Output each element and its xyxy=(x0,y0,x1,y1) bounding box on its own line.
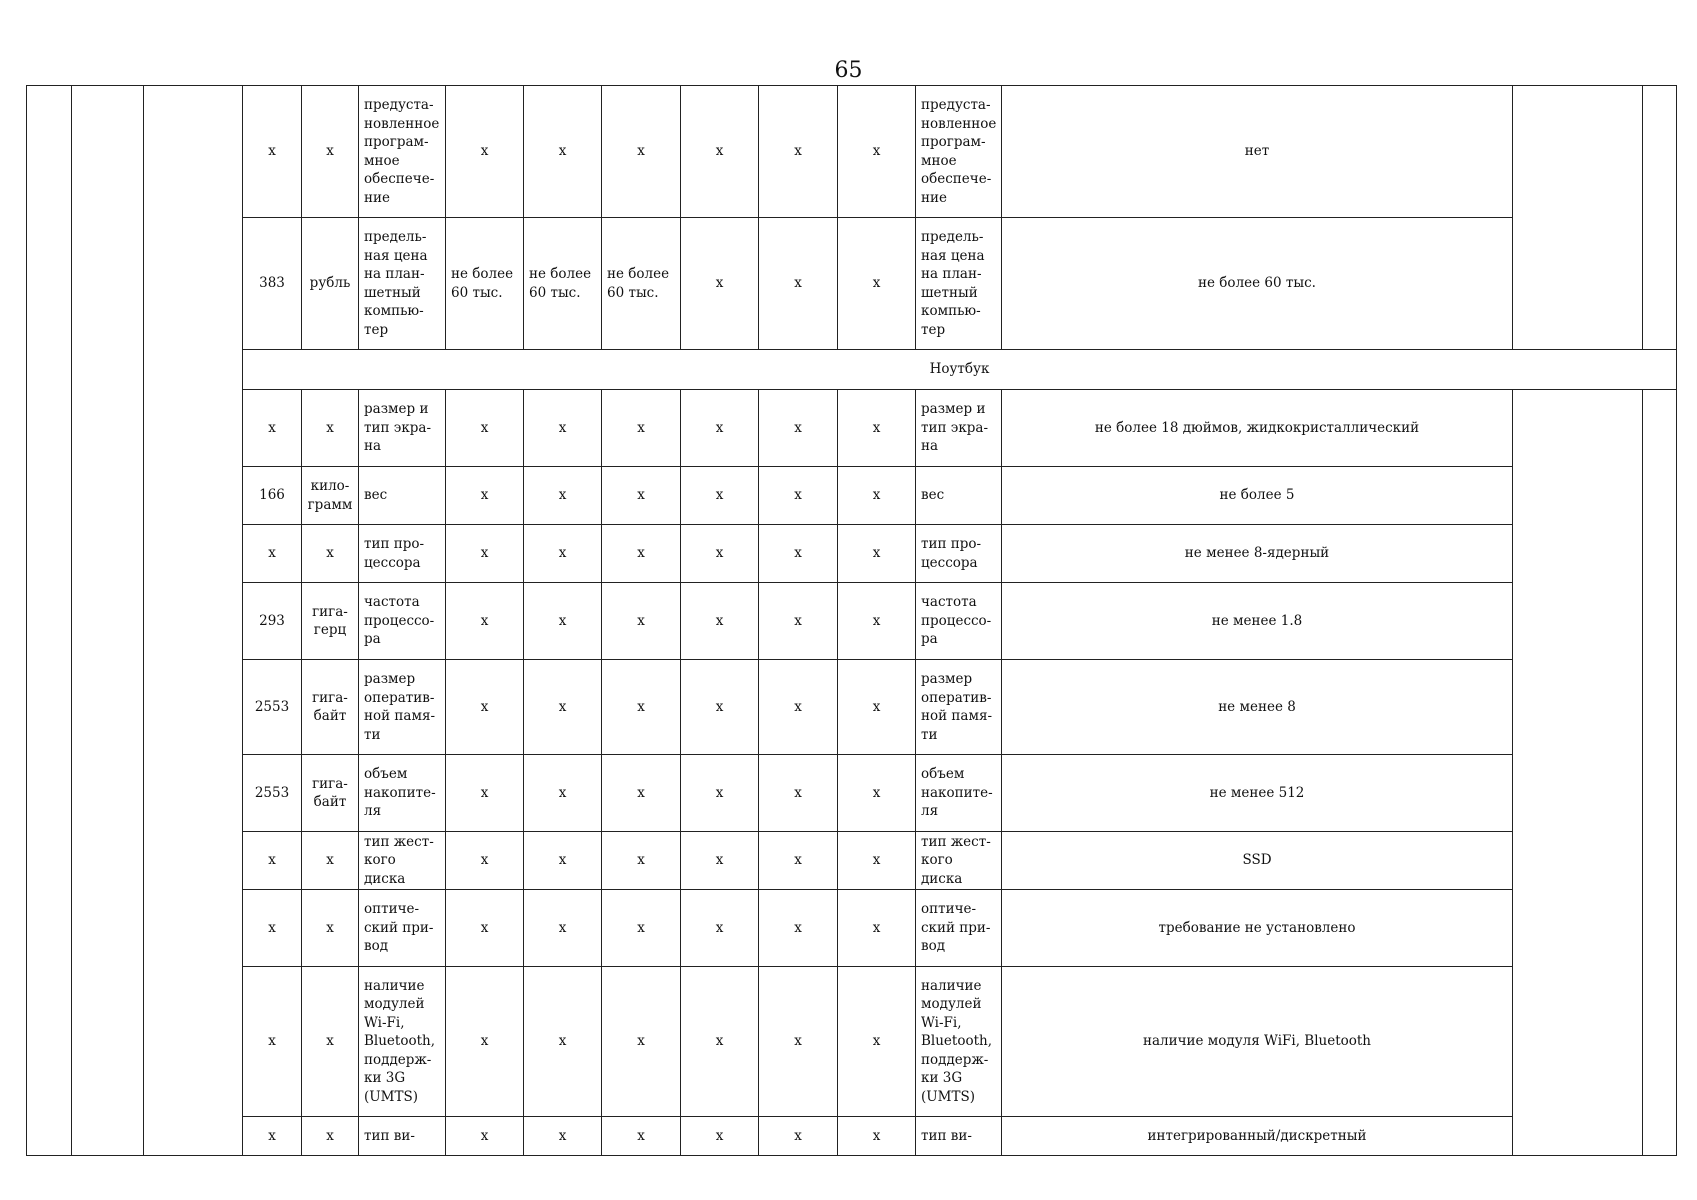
characteristic-cell: тип жест- кого диска xyxy=(916,832,1002,890)
requirement-cell: не более 5 xyxy=(1002,467,1513,525)
table-row xyxy=(27,660,1677,755)
value-cell: x xyxy=(759,525,838,583)
value-cell: x xyxy=(446,660,524,755)
table-row xyxy=(27,583,1677,660)
value-cell: x xyxy=(838,967,916,1117)
value-cell: x xyxy=(524,660,602,755)
value-cell: x xyxy=(524,832,602,890)
value-cell: x xyxy=(602,1117,681,1156)
table-row xyxy=(27,218,1677,350)
requirement-cell: интегрированный/дискретный xyxy=(1002,1117,1513,1156)
value-cell: x xyxy=(681,390,759,467)
empty-cell xyxy=(1513,390,1643,1156)
value-cell: x xyxy=(446,967,524,1117)
characteristic-cell: тип ви- xyxy=(916,1117,1002,1156)
value-cell: x xyxy=(446,86,524,218)
value-cell: x xyxy=(602,890,681,967)
code-cell: 2553 xyxy=(243,660,302,755)
requirement-cell: не более 18 дюймов, жидкокристаллический xyxy=(1002,390,1513,467)
value-cell: x xyxy=(838,525,916,583)
requirement-cell: не менее 512 xyxy=(1002,755,1513,832)
characteristic-cell: объем накопите- ля xyxy=(359,755,446,832)
value-cell: x xyxy=(524,525,602,583)
unit-cell: кило- грамм xyxy=(302,467,359,525)
code-cell: x xyxy=(243,890,302,967)
value-cell: x xyxy=(446,467,524,525)
value-cell: x xyxy=(681,583,759,660)
value-cell: x xyxy=(602,967,681,1117)
table-row xyxy=(27,832,1677,890)
characteristic-cell: предуста- новленное програм- мное обеспече- ние xyxy=(359,86,446,218)
characteristic-cell: частота процессо- ра xyxy=(359,583,446,660)
value-cell: x xyxy=(759,390,838,467)
value-cell: x xyxy=(759,218,838,350)
code-cell: x xyxy=(243,86,302,218)
unit-cell: гига- байт xyxy=(302,660,359,755)
value-cell: x xyxy=(838,583,916,660)
section-title: Ноутбук xyxy=(243,350,1677,390)
value-cell: x xyxy=(524,755,602,832)
characteristic-cell: оптиче- ский при- вод xyxy=(916,890,1002,967)
value-cell: x xyxy=(681,1117,759,1156)
value-cell: x xyxy=(602,467,681,525)
value-cell: x xyxy=(602,832,681,890)
value-cell: не более 60 тыс. xyxy=(602,218,681,350)
value-cell: x xyxy=(838,218,916,350)
value-cell: x xyxy=(446,755,524,832)
characteristic-cell: размер оператив- ной памя- ти xyxy=(359,660,446,755)
value-cell: x xyxy=(838,390,916,467)
value-cell: x xyxy=(759,660,838,755)
code-cell: x xyxy=(243,390,302,467)
value-cell: x xyxy=(838,1117,916,1156)
value-cell: x xyxy=(446,832,524,890)
value-cell: x xyxy=(524,967,602,1117)
code-cell: 2553 xyxy=(243,755,302,832)
value-cell: x xyxy=(602,755,681,832)
code-cell: x xyxy=(243,1117,302,1156)
value-cell: x xyxy=(681,832,759,890)
code-cell: 383 xyxy=(243,218,302,350)
table-row xyxy=(27,467,1677,525)
characteristic-cell: оптиче- ский при- вод xyxy=(359,890,446,967)
empty-cell xyxy=(1643,86,1677,350)
unit-cell: x xyxy=(302,525,359,583)
unit-cell: x xyxy=(302,86,359,218)
characteristic-cell: тип про- цессора xyxy=(359,525,446,583)
characteristic-cell: тип ви- xyxy=(359,1117,446,1156)
table-row xyxy=(27,890,1677,967)
value-cell: x xyxy=(524,890,602,967)
value-cell: x xyxy=(524,390,602,467)
value-cell: не более 60 тыс. xyxy=(446,218,524,350)
unit-cell: x xyxy=(302,967,359,1117)
section-row xyxy=(27,350,1677,390)
unit-cell: гига- герц xyxy=(302,583,359,660)
value-cell: x xyxy=(838,467,916,525)
requirement-cell: наличие модуля WiFi, Bluetooth xyxy=(1002,967,1513,1117)
value-cell: x xyxy=(681,660,759,755)
value-cell: x xyxy=(446,390,524,467)
value-cell: не более 60 тыс. xyxy=(524,218,602,350)
empty-cell xyxy=(1643,390,1677,1156)
requirement-cell: требование не установлено xyxy=(1002,890,1513,967)
characteristic-cell: наличие модулей Wi-Fi, Bluetooth, поддерж- ки 3G (UMTS) xyxy=(359,967,446,1117)
value-cell: x xyxy=(524,583,602,660)
characteristic-cell: размер оператив- ной памя- ти xyxy=(916,660,1002,755)
table-row xyxy=(27,1117,1677,1156)
value-cell: x xyxy=(838,660,916,755)
value-cell: x xyxy=(759,1117,838,1156)
code-cell: 166 xyxy=(243,467,302,525)
value-cell: x xyxy=(838,832,916,890)
table-row xyxy=(27,755,1677,832)
code-cell: 293 xyxy=(243,583,302,660)
characteristic-cell: вес xyxy=(916,467,1002,525)
empty-cell xyxy=(1513,86,1643,350)
value-cell: x xyxy=(838,890,916,967)
table-row xyxy=(27,390,1677,467)
characteristic-cell: тип жест- кого диска xyxy=(359,832,446,890)
empty-cell xyxy=(72,86,144,1156)
characteristic-cell: предуста- новленное програм- мное обеспече- ние xyxy=(916,86,1002,218)
value-cell: x xyxy=(681,467,759,525)
value-cell: x xyxy=(759,583,838,660)
value-cell: x xyxy=(602,390,681,467)
value-cell: x xyxy=(524,467,602,525)
characteristic-cell: частота процессо- ра xyxy=(916,583,1002,660)
value-cell: x xyxy=(524,1117,602,1156)
characteristic-cell: размер и тип экра- на xyxy=(359,390,446,467)
characteristic-cell: вес xyxy=(359,467,446,525)
value-cell: x xyxy=(759,832,838,890)
specification-table xyxy=(26,85,1677,1156)
value-cell: x xyxy=(681,218,759,350)
value-cell: x xyxy=(759,467,838,525)
value-cell: x xyxy=(681,755,759,832)
value-cell: x xyxy=(681,967,759,1117)
requirement-cell: не менее 1.8 xyxy=(1002,583,1513,660)
value-cell: x xyxy=(838,86,916,218)
table-row xyxy=(27,525,1677,583)
value-cell: x xyxy=(446,1117,524,1156)
characteristic-cell: предель- ная цена на план- шетный компью- тер xyxy=(359,218,446,350)
characteristic-cell: объем накопите- ля xyxy=(916,755,1002,832)
value-cell: x xyxy=(446,890,524,967)
unit-cell: x xyxy=(302,832,359,890)
requirement-cell: не менее 8 xyxy=(1002,660,1513,755)
code-cell: x xyxy=(243,967,302,1117)
unit-cell: x xyxy=(302,1117,359,1156)
value-cell: x xyxy=(681,890,759,967)
empty-cell xyxy=(27,86,72,1156)
value-cell: x xyxy=(446,525,524,583)
characteristic-cell: тип про- цессора xyxy=(916,525,1002,583)
unit-cell: рубль xyxy=(302,218,359,350)
value-cell: x xyxy=(602,583,681,660)
table-body xyxy=(27,86,1677,1156)
requirement-cell: не более 60 тыс. xyxy=(1002,218,1513,350)
value-cell: x xyxy=(602,86,681,218)
value-cell: x xyxy=(446,583,524,660)
empty-cell xyxy=(144,86,243,1156)
requirement-cell: SSD xyxy=(1002,832,1513,890)
characteristic-cell: предель- ная цена на план- шетный компью- тер xyxy=(916,218,1002,350)
page-number: 65 xyxy=(834,58,863,83)
table-row xyxy=(27,86,1677,218)
value-cell: x xyxy=(524,86,602,218)
requirement-cell: не менее 8-ядерный xyxy=(1002,525,1513,583)
requirement-cell: нет xyxy=(1002,86,1513,218)
value-cell: x xyxy=(759,967,838,1117)
value-cell: x xyxy=(759,755,838,832)
unit-cell: x xyxy=(302,390,359,467)
code-cell: x xyxy=(243,832,302,890)
characteristic-cell: размер и тип экра- на xyxy=(916,390,1002,467)
value-cell: x xyxy=(759,890,838,967)
table-row xyxy=(27,967,1677,1117)
code-cell: x xyxy=(243,525,302,583)
unit-cell: x xyxy=(302,890,359,967)
value-cell: x xyxy=(681,525,759,583)
unit-cell: гига- байт xyxy=(302,755,359,832)
value-cell: x xyxy=(838,755,916,832)
characteristic-cell: наличие модулей Wi-Fi, Bluetooth, поддерж- ки 3G (UMTS) xyxy=(916,967,1002,1117)
value-cell: x xyxy=(602,660,681,755)
value-cell: x xyxy=(681,86,759,218)
value-cell: x xyxy=(602,525,681,583)
value-cell: x xyxy=(759,86,838,218)
